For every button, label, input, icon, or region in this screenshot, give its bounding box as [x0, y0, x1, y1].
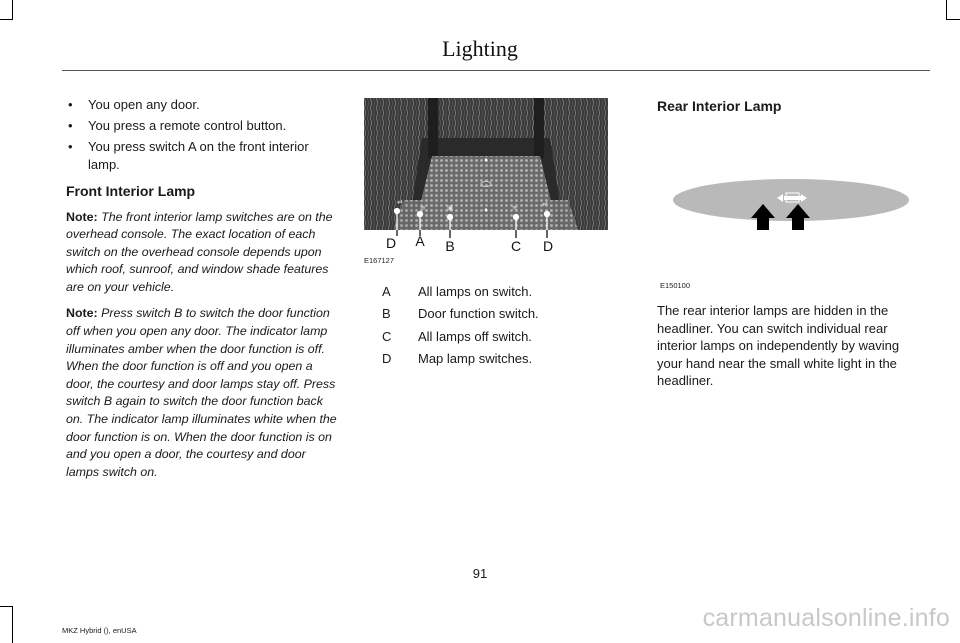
switch-key-table	[382, 280, 612, 370]
rear-lamp-paragraph: The rear interior lamps are hidden in the headliner. You can switch individual rear interior lamps on independently by waving your hand near the small white light in the headliner.	[657, 303, 900, 388]
callout-label: C	[510, 238, 522, 254]
note-text: The front interior lamp switches are on the overhead console. The exact location of each switch on the overhead console depends upon which roof, sunroof, and window shade features are on your vehicle.	[66, 209, 333, 294]
key-letter: B	[382, 306, 391, 322]
table-row	[382, 325, 612, 348]
crop-mark	[0, 606, 12, 607]
svg-text:♦: ♦	[484, 157, 488, 164]
figure-id: E150100	[660, 281, 691, 290]
crop-mark	[12, 0, 13, 20]
key-description: Map lamp switches.	[418, 351, 533, 367]
key-description: Door function switch.	[418, 306, 539, 322]
list-item: • You open any door.	[66, 96, 338, 114]
list-item: • You press switch A on the front interior lamp.	[66, 138, 338, 173]
svg-text:▣: ▣	[447, 205, 454, 212]
header-rule	[62, 70, 930, 71]
section-heading-rear-interior-lamp: Rear Interior Lamp	[657, 98, 782, 114]
note-label: Note:	[66, 306, 98, 321]
note-text: Press switch B to switch the door function off when you open any door. The indicator lamp illuminates amber when the door function is off. When the door function is off and you open a door, the courtesy and door lamps stay off. Press switch B again to switch the door function back on. The indicator lamp illuminates white when the door function is on. When the door function is on and you open a door, the courtesy and door lamps switch on.	[66, 306, 337, 479]
key-description: All lamps off switch.	[418, 328, 532, 344]
svg-text:⇌: ⇌	[542, 201, 548, 208]
callout-label: D	[542, 238, 554, 254]
table-row	[382, 303, 612, 326]
svg-text:⇌: ⇌	[397, 199, 403, 206]
page-header-title: Lighting	[442, 36, 518, 61]
key-letter: D	[382, 351, 392, 367]
document-id: MKZ Hybrid (), enUSA	[62, 626, 137, 635]
callout-label: A	[415, 233, 425, 249]
crop-mark	[12, 606, 13, 643]
right-column	[657, 96, 925, 116]
figure-id: E167127	[364, 256, 395, 265]
callout-label: B	[445, 238, 455, 254]
svg-text:≋: ≋	[512, 205, 518, 212]
crop-mark	[0, 19, 12, 20]
overhead-console-illustration	[364, 98, 608, 260]
svg-text:≋: ≋	[420, 205, 426, 212]
section-heading-front-interior-lamp: Front Interior Lamp	[66, 183, 196, 199]
note-paragraph	[66, 305, 338, 481]
list-item: • You press a remote control button.	[66, 117, 338, 135]
table-row	[382, 348, 612, 371]
watermark: carmanualsonline.info	[702, 604, 950, 632]
crop-mark	[946, 0, 947, 20]
rear-lamp-illustration	[657, 130, 925, 290]
page-number: 91	[472, 566, 488, 581]
crop-mark	[947, 19, 960, 20]
callout-label: D	[385, 235, 397, 251]
key-description: All lamps on switch.	[418, 283, 533, 299]
svg-text:♦: ♦	[484, 207, 488, 214]
left-column	[66, 96, 338, 490]
key-letter: C	[382, 328, 392, 344]
note-paragraph	[66, 209, 338, 297]
key-letter: A	[382, 283, 391, 299]
table-row	[382, 280, 612, 303]
note-label: Note:	[66, 209, 98, 224]
condition-list	[66, 96, 338, 173]
